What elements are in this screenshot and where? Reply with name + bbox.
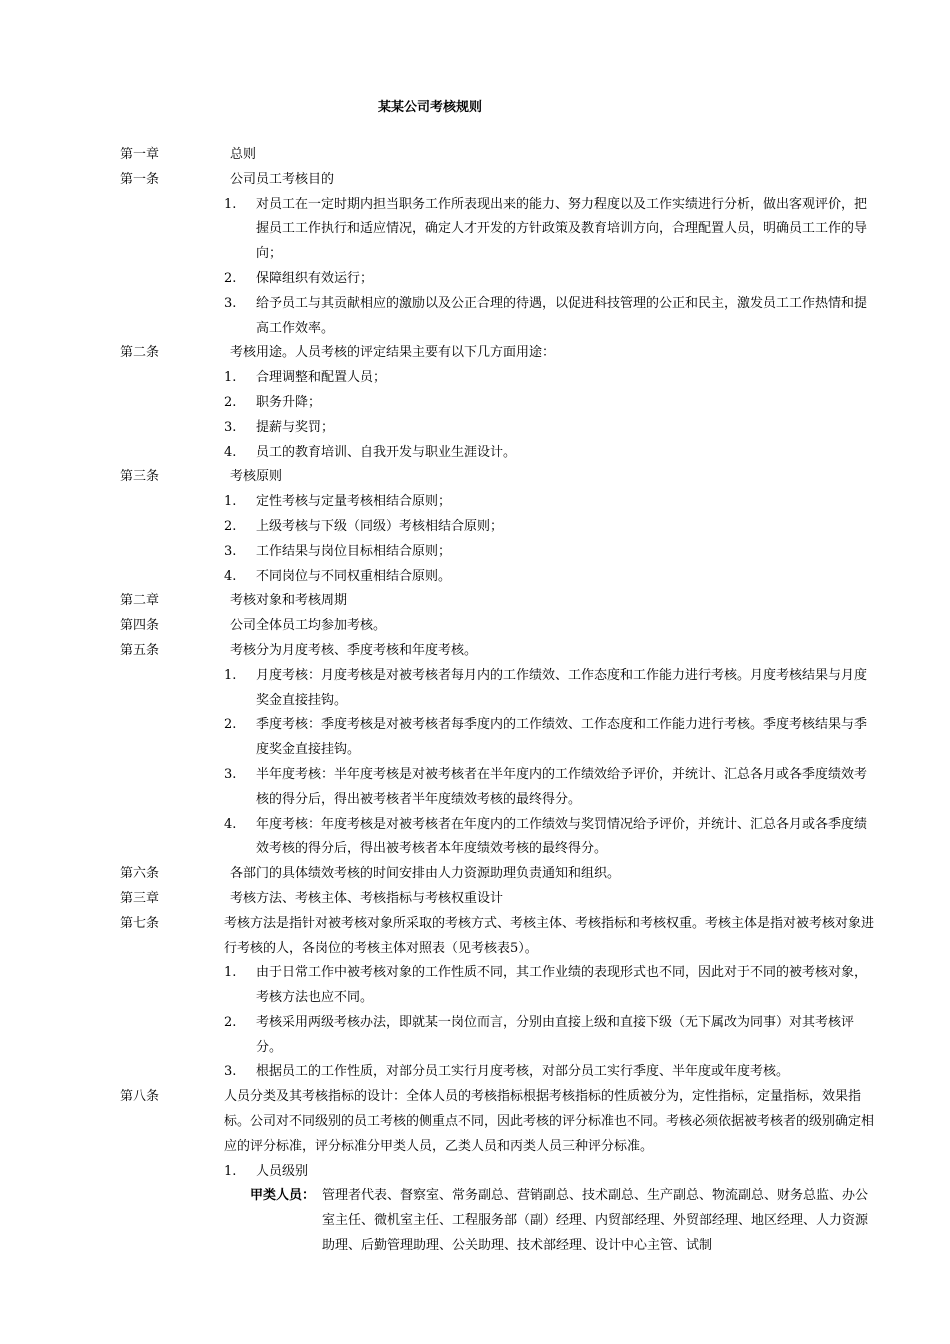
article-8-paragraph	[120, 1085, 882, 1159]
article-label: 第三条	[120, 469, 160, 485]
article-label: 第一条	[120, 171, 160, 187]
class-a-label: 甲类人员：	[250, 1188, 316, 1204]
list-text: 给予员工与其贡献相应的激励以及公正合理的待遇，以促进科技管理的公正和民主，激发员工工作热情和提高工作效率。	[256, 295, 868, 336]
list-item	[224, 763, 872, 813]
list-number: 3.	[224, 1064, 237, 1080]
list-text: 不同岗位与不同权重相结合原则。	[256, 568, 452, 584]
list-number: 3.	[224, 419, 237, 435]
list-item	[224, 1011, 872, 1061]
list-number: 1.	[224, 494, 237, 510]
list-text: 职务升降；	[256, 394, 322, 410]
chapter-2-heading	[0, 589, 950, 614]
list-number: 3.	[224, 766, 237, 782]
article-label: 第六条	[120, 866, 160, 882]
article-text: 考核方法是指针对被考核对象所采取的考核方式、考核主体、考核指标和考核权重。考核主体是指对被考核对象进行考核的人，各岗位的考核主体对照表（见考核表5）。	[224, 915, 875, 956]
list-text: 半年度考核：半年度考核是对被考核者在半年度内的工作绩效给予评价，并统计、汇总各月或各季度绩效考核的得分后，得出被考核者半年度绩效考核的最终得分。	[256, 766, 868, 807]
list-text: 保障组织有效运行；	[256, 270, 374, 286]
list-number: 2.	[224, 270, 237, 286]
list-text: 季度考核：季度考核是对被考核者每季度内的工作绩效、工作态度和工作能力进行考核。季度考核结果与季度奖金直接挂钩。	[256, 717, 868, 758]
article-3-heading	[0, 465, 950, 490]
list-number: 4.	[224, 816, 237, 832]
list-number: 1.	[224, 370, 237, 386]
list-item	[224, 267, 872, 292]
list-number: 3.	[224, 543, 237, 559]
list-item	[224, 1160, 872, 1185]
chapter-1-heading	[0, 143, 950, 168]
list-number: 2.	[224, 518, 237, 534]
article-4-heading	[0, 614, 950, 639]
list-item	[224, 540, 872, 565]
article-2-heading	[0, 341, 950, 366]
list-item	[224, 490, 872, 515]
chapter-label: 第一章	[120, 147, 160, 162]
list-text: 人员级别	[256, 1163, 309, 1179]
article-title: 各部门的具体绩效考核的时间安排由人力资源助理负责通知和组织。	[230, 866, 621, 882]
list-text: 对员工在一定时期内担当职务工作所表现出来的能力、努力程度以及工作实绩进行分析，做出客观评价，把握员工工作执行和适应情况，确定人才开发的方针政策及教育培训方向，合理配置人员，明确员工工作的导向；	[256, 196, 868, 262]
chapter-title: 考核方法、考核主体、考核指标与考核权重设计	[230, 890, 504, 906]
article-label: 第七条	[120, 915, 160, 931]
list-text: 合理调整和配置人员；	[256, 370, 387, 386]
document-title: 某某公司考核规则	[377, 100, 482, 115]
list-item	[224, 366, 872, 391]
list-item	[224, 416, 872, 441]
list-item	[224, 441, 872, 466]
list-item	[224, 713, 872, 763]
article-title: 考核用途。人员考核的评定结果主要有以下几方面用途：	[230, 345, 556, 361]
list-item	[224, 664, 872, 714]
list-text: 考核采用两级考核办法，即就某一岗位而言，分别由直接上级和直接下级（无下属改为同事）对其考核评分。	[256, 1014, 855, 1055]
class-a-text: 管理者代表、督察室、常务副总、营销副总、技术副总、生产副总、物流副总、财务总监、办公室主任、微机室主任、工程服务部（副）经理、内贸部经理、外贸部经理、地区经理、人力资源助理、后勤管理助理、公关助理、技术部经理、设计中心主管、试制	[322, 1188, 869, 1254]
article-label: 第八条	[120, 1089, 160, 1105]
class-a-staff	[250, 1184, 872, 1258]
article-1-heading	[0, 168, 950, 193]
article-text: 人员分类及其考核指标的设计：全体人员的考核指标根据考核指标的性质被分为，定性指标，定量指标，效果指标。公司对不同级别的员工考核的侧重点不同，因此考核的评分标准也不同。考核必须依据被考核者的级别确定相应的评分标准，评分标准分甲类人员，乙类人员和丙类人员三种评分标准。	[224, 1089, 875, 1154]
article-6-heading	[0, 862, 950, 887]
article-title: 公司全体员工均参加考核。	[230, 618, 387, 634]
list-item	[224, 565, 872, 590]
list-text: 年度考核：年度考核是对被考核者在年度内的工作绩效与奖罚情况给予评价，并统计、汇总各月或各季度绩效考核的得分后，得出被考核者本年度绩效考核的最终得分。	[256, 816, 868, 857]
article-7-paragraph	[120, 912, 882, 962]
article-title: 考核原则	[230, 469, 283, 485]
article-title: 公司员工考核目的	[230, 171, 335, 187]
list-text: 定性考核与定量考核相结合原则；	[256, 494, 452, 510]
article-label: 第二条	[120, 345, 160, 361]
list-number: 1.	[224, 667, 237, 683]
list-item	[224, 292, 872, 342]
list-item	[224, 391, 872, 416]
list-text: 提薪与奖罚；	[256, 419, 335, 435]
article-label: 第五条	[120, 642, 160, 658]
article-title: 考核分为月度考核、季度考核和年度考核。	[230, 642, 478, 658]
list-item	[224, 961, 872, 1011]
list-text: 上级考核与下级（同级）考核相结合原则；	[256, 518, 504, 534]
list-text: 由于日常工作中被考核对象的工作性质不同，其工作业绩的表现形式也不同，因此对于不同的被考核对象，考核方法也应不同。	[256, 965, 868, 1006]
chapter-3-heading	[0, 887, 950, 912]
list-item	[224, 515, 872, 540]
article-5-heading	[0, 639, 950, 664]
list-number: 2.	[224, 1014, 237, 1030]
article-label: 第四条	[120, 618, 160, 634]
document-body	[0, 143, 950, 1259]
list-number: 4.	[224, 444, 237, 460]
chapter-label: 第二章	[120, 593, 160, 609]
chapter-title: 考核对象和考核周期	[230, 593, 348, 609]
list-text: 员工的教育培训、自我开发与职业生涯设计。	[256, 444, 517, 460]
list-number: 2.	[224, 394, 237, 410]
list-item	[224, 1060, 872, 1085]
list-item	[224, 193, 872, 267]
list-text: 月度考核：月度考核是对被考核者每月内的工作绩效、工作态度和工作能力进行考核。月度考核结果与月度奖金直接挂钩。	[256, 667, 868, 708]
list-number: 1.	[224, 1163, 237, 1179]
list-text: 工作结果与岗位目标相结合原则；	[256, 543, 452, 559]
list-number: 1.	[224, 196, 237, 212]
list-number: 3.	[224, 295, 237, 311]
chapter-title: 总则	[230, 147, 257, 162]
list-number: 1.	[224, 965, 237, 981]
list-item	[224, 813, 872, 863]
list-number: 4.	[224, 568, 237, 584]
list-text: 根据员工的工作性质，对部分员工实行月度考核，对部分员工实行季度、半年度或年度考核。	[256, 1064, 790, 1080]
list-number: 2.	[224, 717, 237, 733]
chapter-label: 第三章	[120, 890, 160, 906]
